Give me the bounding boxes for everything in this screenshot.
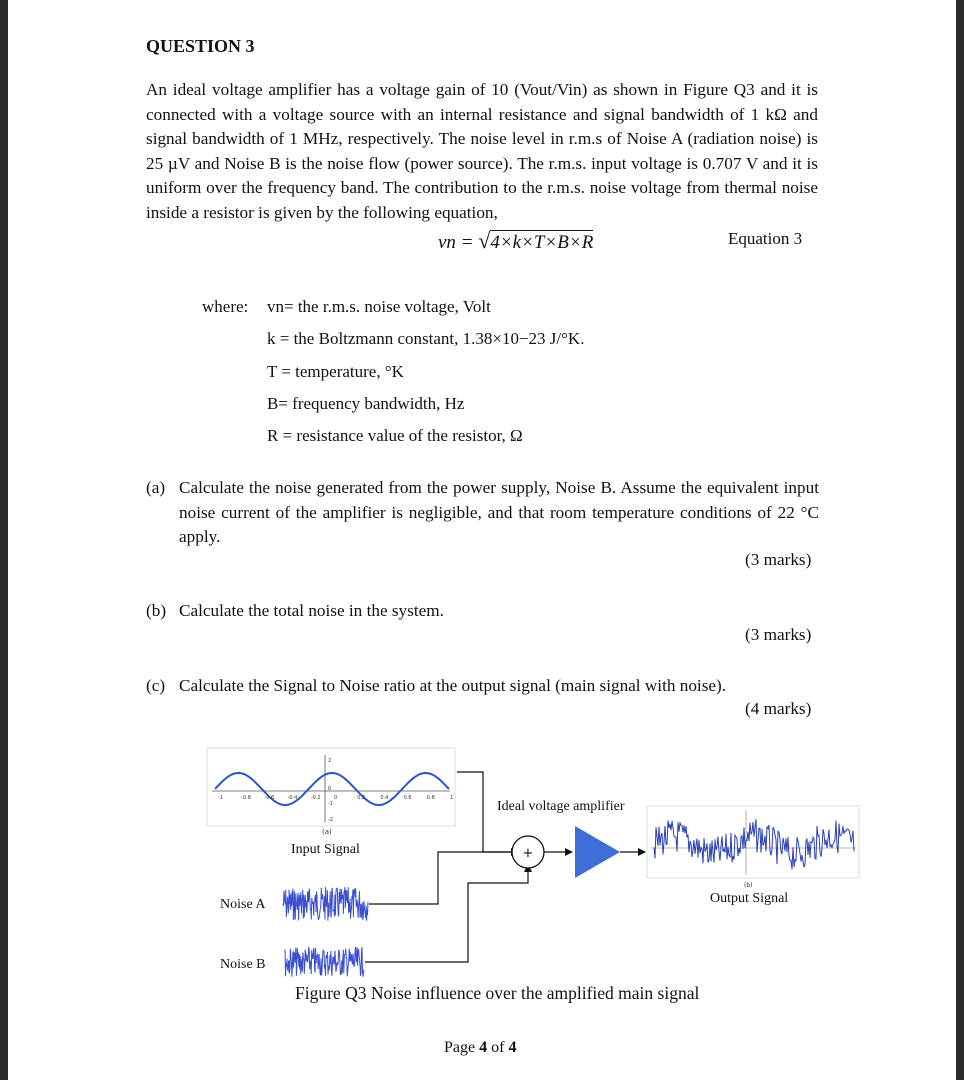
part-b-text: Calculate the total noise in the system. (179, 601, 444, 620)
equation-3 (438, 228, 593, 254)
noise-b-waveform (285, 947, 364, 977)
input-x-tick-label: -0.6 (264, 795, 275, 801)
part-c (146, 674, 826, 700)
input-x-tick-label: 1 (450, 795, 454, 801)
input-x-tick-label: 0 (334, 795, 338, 801)
page-total: 4 (508, 1039, 517, 1056)
input-y-tick-label: 0 (328, 786, 332, 792)
page-number (444, 1039, 516, 1057)
noise-a-label: Noise A (220, 897, 266, 912)
input-x-tick-label: -0.2 (310, 795, 321, 801)
sub-label-b: (b) (744, 882, 753, 889)
input-x-tick-label: 0.4 (380, 795, 389, 801)
figure-q3 (8, 740, 956, 985)
input-y-tick-label: -2 (328, 817, 333, 823)
page-prefix: Page (444, 1039, 480, 1056)
amplifier-label: Ideal voltage amplifier (497, 799, 625, 814)
noise-b-label: Noise B (220, 957, 266, 972)
input-x-tick-label: 0.6 (403, 795, 412, 801)
page-of: of (487, 1039, 509, 1056)
document-page (8, 0, 956, 1080)
sum-to-amp-arrow (565, 848, 573, 856)
figure-caption: Figure Q3 Noise influence over the amplified main signal (295, 983, 700, 1003)
part-c-text: Calculate the Signal to Noise ratio at the output signal (main signal with noise). (179, 676, 727, 695)
part-a-marks: (3 marks) (745, 550, 812, 569)
equation-lhs: vn = (438, 232, 474, 253)
noise-b-wire (365, 870, 528, 962)
sum-symbol: + (522, 846, 534, 861)
amplifier-triangle (575, 826, 620, 878)
input-signal-label: Input Signal (291, 842, 360, 857)
noise-a-waveform (283, 887, 368, 921)
amp-to-output-arrow (638, 848, 646, 856)
input-y-tick-label: -1 (328, 801, 333, 807)
def-r: R = resistance value of the resistor, Ω (267, 426, 523, 445)
part-b (146, 599, 826, 625)
def-vn: vn= the r.m.s. noise voltage, Volt (267, 297, 491, 316)
part-c-label: (c) (146, 676, 166, 695)
part-a-text: Calculate the noise generated from the power supply, Noise B. Assume the equivalent input noise current of the amplifier is negligible, and that room temperature conditions of 22 °C apply. (179, 478, 819, 547)
part-a-label: (a) (146, 478, 166, 497)
question-title: QUESTION 3 (146, 36, 255, 56)
input-x-tick-label: 0.8 (426, 795, 435, 801)
sub-label-a: (a) (322, 828, 332, 836)
sqrt-symbol: √ (478, 228, 491, 253)
equation-radicand: 4×k×T×B×R (490, 232, 594, 253)
part-c-marks: (4 marks) (745, 699, 812, 718)
output-signal-label: Output Signal (710, 891, 789, 906)
part-b-marks: (3 marks) (745, 625, 812, 644)
part-b-label: (b) (146, 601, 167, 620)
input-x-tick-label: -0.4 (287, 795, 298, 801)
question-paragraph: An ideal voltage amplifier has a voltage gain of 10 (Vout/Vin) as shown in Figure Q3 and it is connected with a voltage source with an internal resistance and signal bandwidth of 1 kΩ and signal bandwidth of 1 MHz, respectively. The noise level in r.m.s of Noise A (radiation noise) is 25 µV and Noise B is the noise flow (power source). The r.m.s. input voltage is 0.707 V and it is uniform over the frequency band. The contribution to the r.m.s. noise voltage from thermal noise inside a resistor is given by the following equation, (146, 80, 818, 222)
input-x-tick-label: -0.8 (241, 795, 251, 801)
def-t: T = temperature, °K (267, 362, 404, 381)
def-b: B= frequency bandwidth, Hz (267, 394, 465, 413)
noise-a-wire (369, 852, 511, 904)
where-label: where: (202, 297, 249, 316)
input-x-tick-label: -1 (218, 795, 223, 801)
input-y-tick-label: 2 (328, 758, 332, 764)
input-x-tick-label: 0.2 (357, 795, 366, 801)
page-current: 4 (479, 1039, 488, 1056)
equation-label: Equation 3 (728, 229, 803, 248)
part-a (146, 476, 826, 556)
def-k: k = the Boltzmann constant, 1.38×10−23 J/°K. (267, 329, 585, 348)
